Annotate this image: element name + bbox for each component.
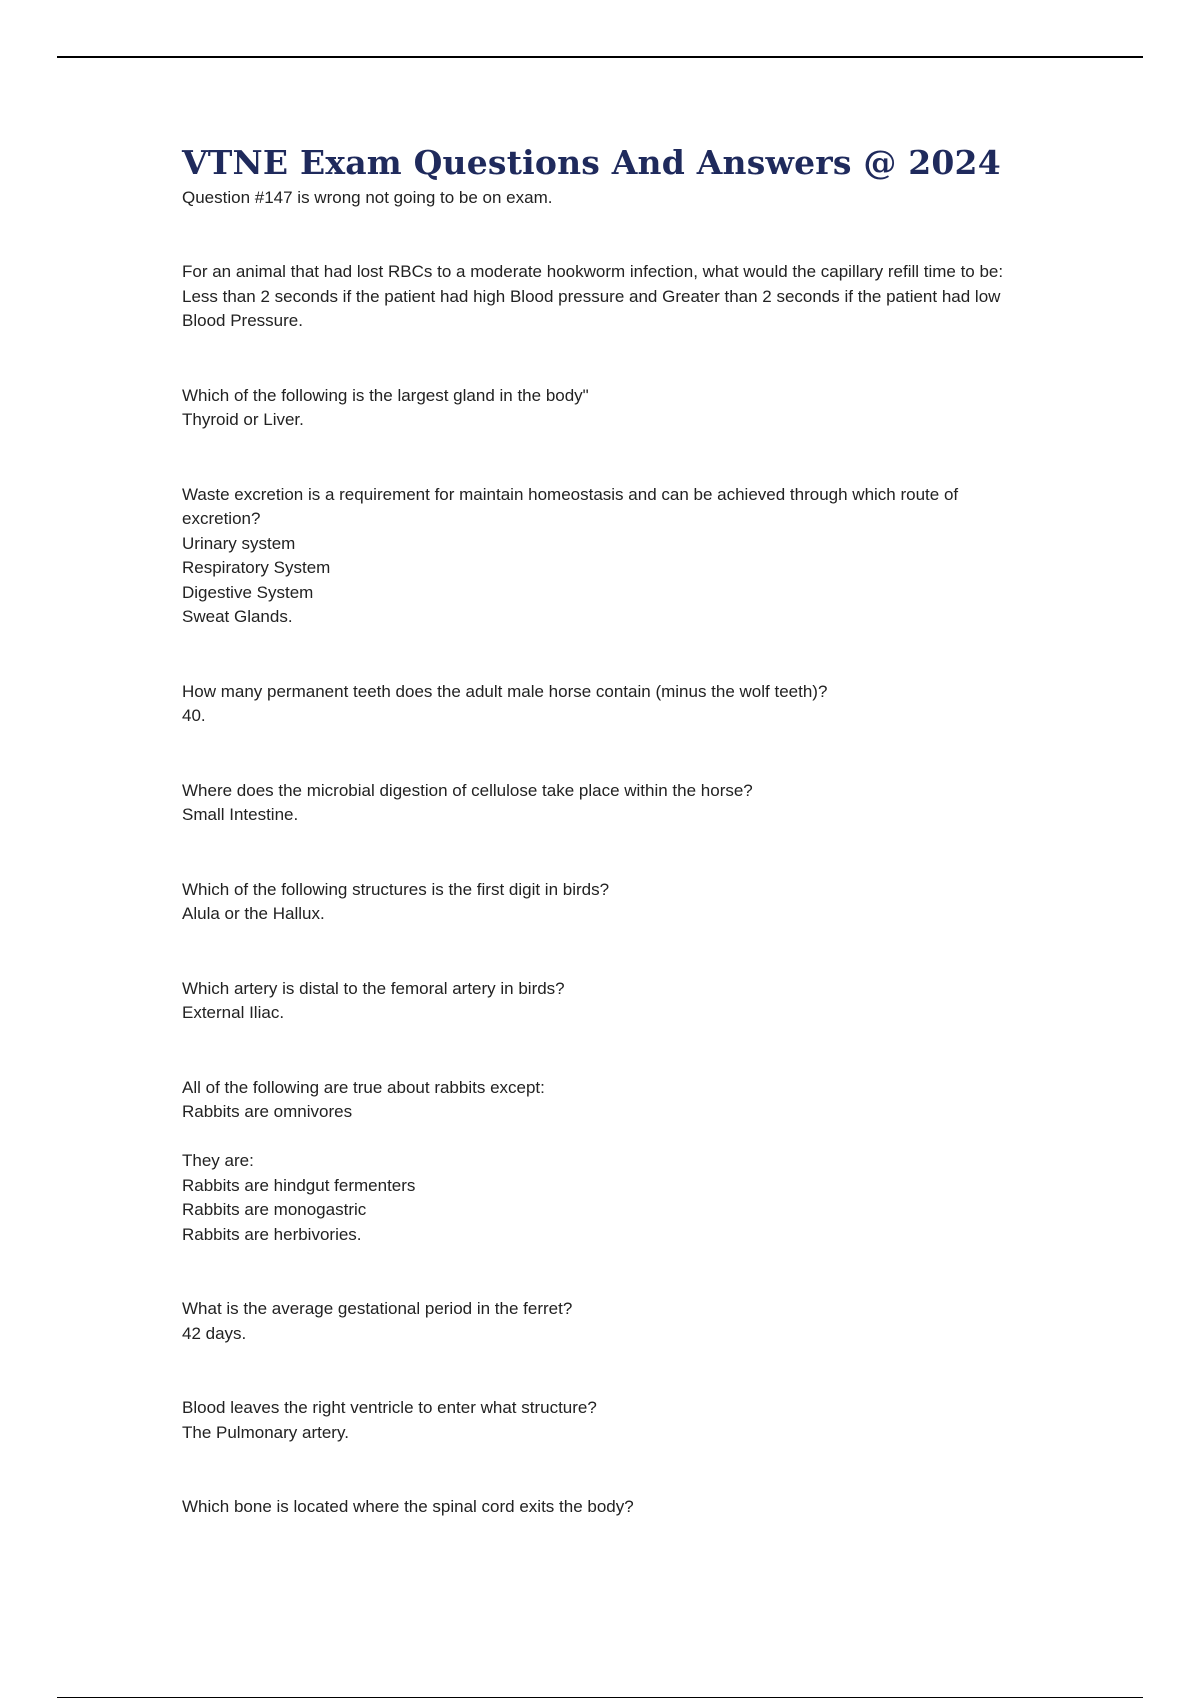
question-text: What is the average gestational period in the ferret?	[182, 1299, 573, 1318]
question-text: How many permanent teeth does the adult male horse contain (minus the wolf teeth)?	[182, 681, 828, 701]
answer-text: Less than 2 seconds if the patient had high Blood pressure and Greater than 2 seconds if the patient had low Blood Pressure.	[182, 286, 1001, 330]
question-text: Which bone is located where the spinal cord exits the body?	[182, 1497, 634, 1516]
answer-text: Alula or the Hallux.	[182, 904, 325, 923]
qa-item	[182, 680, 1022, 729]
qa-item	[182, 1396, 1022, 1445]
qa-list	[182, 260, 1022, 1520]
answer-text: They are:	[182, 1151, 254, 1170]
document-body	[182, 140, 1022, 1520]
qa-item	[182, 878, 1022, 927]
question-text: Blood leaves the right ventricle to enter what structure?	[182, 1398, 597, 1417]
qa-item	[182, 483, 1022, 630]
question-text: Which artery is distal to the femoral artery in birds?	[182, 978, 565, 998]
answer-text: Urinary system	[182, 533, 296, 553]
qa-item	[182, 1297, 1022, 1346]
qa-item	[182, 384, 1022, 433]
qa-item	[182, 779, 1022, 828]
answer-text: Rabbits are omnivores	[182, 1102, 353, 1121]
qa-item	[182, 1495, 1022, 1520]
answer-text: Rabbits are herbivories.	[182, 1224, 362, 1244]
question-text: Where does the microbial digestion of cellulose take place within the horse?	[182, 780, 753, 800]
answer-text: 42 days.	[182, 1323, 247, 1343]
answer-text: Rabbits are hindgut fermenters	[182, 1175, 416, 1195]
header-rule	[57, 56, 1143, 58]
answer-text: The Pulmonary artery.	[182, 1422, 349, 1442]
answer-text: Respiratory System	[182, 558, 331, 577]
qa-item	[182, 260, 1022, 334]
question-text: Waste excretion is a requirement for maintain homeostasis and can be achieved through which route of excretion?	[182, 484, 959, 528]
answer-text: Rabbits are monogastric	[182, 1200, 367, 1219]
question-text: Which of the following structures is the first digit in birds?	[182, 879, 610, 899]
document-title: VTNE Exam Questions And Answers @ 2024	[182, 143, 1001, 182]
answer-text: 40.	[182, 706, 206, 725]
answer-text: Thyroid or Liver.	[182, 410, 304, 429]
footer-rule	[57, 1697, 1143, 1698]
document-note: Question #147 is wrong not going to be on exam.	[182, 188, 553, 207]
question-text: All of the following are true about rabbits except:	[182, 1077, 545, 1097]
answer-text: External Iliac.	[182, 1003, 285, 1022]
answer-text: Sweat Glands.	[182, 607, 293, 626]
qa-item	[182, 1076, 1022, 1248]
question-text: For an animal that had lost RBCs to a moderate hookworm infection, what would the capillary refill time to be:	[182, 262, 1004, 281]
answer-text: Digestive System	[182, 582, 314, 602]
question-text: Which of the following is the largest gland in the body"	[182, 385, 589, 405]
blank-line	[182, 1125, 1022, 1150]
qa-item	[182, 977, 1022, 1026]
answer-text: Small Intestine.	[182, 805, 299, 824]
